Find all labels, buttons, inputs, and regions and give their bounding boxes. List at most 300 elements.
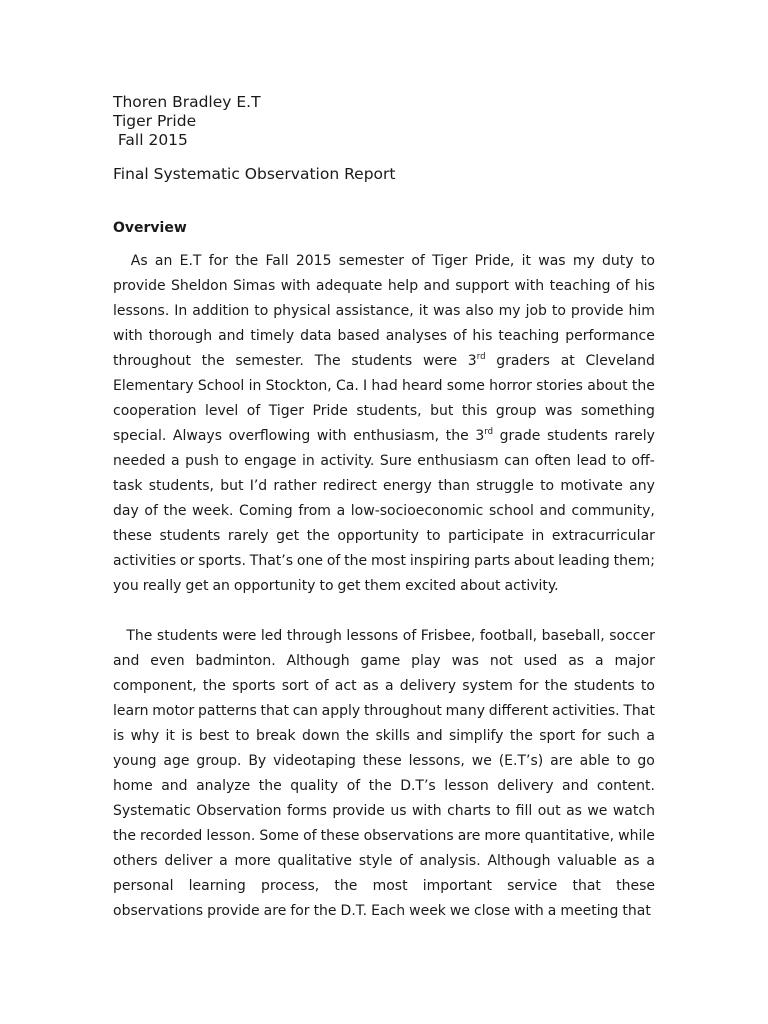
word: and	[423, 278, 450, 294]
term-label: Fall 2015	[113, 131, 188, 149]
word: get	[337, 578, 361, 594]
word: the	[235, 253, 259, 269]
word: also	[465, 303, 494, 319]
word: videotaping	[273, 753, 356, 769]
word: semester.	[235, 353, 304, 369]
word: meeting	[560, 903, 619, 919]
paragraph-line	[113, 624, 655, 649]
word: Systematic	[113, 803, 191, 819]
word: Observation	[196, 803, 282, 819]
word: to	[496, 803, 511, 819]
word: observations	[363, 828, 454, 844]
word: to	[254, 303, 269, 319]
word: Tiger	[268, 403, 305, 419]
word: excited	[405, 578, 457, 594]
word: By	[248, 753, 267, 769]
word: Frisbee,	[420, 628, 476, 644]
word: enthusiasm,	[353, 428, 440, 444]
word: to	[224, 453, 239, 469]
word: of	[144, 503, 158, 519]
word: week.	[192, 503, 234, 519]
word: provide	[332, 803, 385, 819]
word: lessons	[346, 628, 399, 644]
word: horror	[489, 378, 532, 394]
program-name: Tiger Pride	[113, 112, 197, 130]
word: Sure	[379, 453, 412, 469]
word: this	[461, 403, 488, 419]
word: service	[507, 878, 558, 894]
word: as	[623, 853, 640, 869]
paragraph-line	[113, 399, 655, 424]
word: a	[171, 453, 180, 469]
word: with	[113, 328, 143, 344]
word: lesson	[444, 778, 489, 794]
word: it	[418, 303, 429, 319]
paragraph-1	[113, 249, 655, 599]
word: in	[302, 453, 315, 469]
word: with	[514, 278, 545, 294]
paragraph-line	[113, 474, 655, 499]
word: them;	[613, 553, 655, 569]
word: The	[113, 628, 153, 644]
word: As	[113, 253, 148, 269]
word: thorough	[148, 328, 213, 344]
word: an	[154, 253, 173, 269]
word: of	[246, 403, 261, 419]
word: a	[646, 853, 655, 869]
word: learn	[113, 703, 149, 719]
word: 3rd	[475, 427, 493, 444]
word: Pride	[312, 403, 348, 419]
word: students	[546, 428, 608, 444]
word: the	[368, 778, 392, 794]
word: as	[566, 803, 582, 819]
paragraph-line	[113, 824, 655, 849]
word: often	[534, 453, 572, 469]
word: graders	[496, 353, 550, 369]
word: students	[351, 353, 413, 369]
paragraph-2	[113, 624, 655, 924]
word: and	[562, 778, 589, 794]
word: play	[411, 653, 441, 669]
word: Coming	[239, 503, 293, 519]
word: sports.	[198, 553, 246, 569]
word: of	[615, 278, 630, 294]
word: That	[623, 703, 655, 719]
paragraph-line	[113, 899, 655, 924]
word: quality	[290, 778, 339, 794]
word: a	[646, 728, 655, 744]
word: to	[551, 303, 566, 319]
paragraph-line	[113, 549, 655, 574]
word: for	[519, 678, 539, 694]
paragraph-line	[113, 349, 655, 374]
word: the	[258, 778, 282, 794]
word: for	[290, 903, 310, 919]
word: analyses	[385, 328, 448, 344]
word: process,	[260, 878, 320, 894]
paragraph-line	[113, 299, 655, 324]
word: break	[255, 728, 296, 744]
paragraph-line	[113, 674, 655, 699]
word: that	[622, 903, 651, 919]
word: but	[430, 403, 454, 419]
word: valuable	[557, 853, 617, 869]
paragraph-line	[113, 249, 655, 274]
paragraph-line	[113, 699, 655, 724]
word: cooperation	[113, 403, 197, 419]
word: something	[580, 403, 655, 419]
paragraph-line	[113, 499, 655, 524]
word: go	[637, 753, 655, 769]
word: quantitative,	[524, 828, 615, 844]
word: provide	[207, 903, 260, 919]
word: patterns	[198, 703, 257, 719]
word: based	[337, 328, 380, 344]
word: home	[113, 778, 153, 794]
word: others	[113, 853, 158, 869]
word: baseball,	[541, 628, 605, 644]
word: best	[198, 728, 230, 744]
word: participate	[448, 528, 524, 544]
word: delivery	[399, 678, 456, 694]
word: heard	[402, 378, 443, 394]
word: it	[521, 253, 532, 269]
word: some	[446, 378, 485, 394]
word: Pride,	[474, 253, 515, 269]
word: of	[399, 853, 413, 869]
word: Ca.	[335, 378, 359, 394]
word: simplify	[448, 728, 504, 744]
word: duty	[602, 253, 634, 269]
word: can	[292, 703, 318, 719]
word: that	[260, 703, 289, 719]
word: a	[219, 853, 228, 869]
word: students	[156, 628, 218, 644]
word: was	[433, 303, 461, 319]
word: and	[539, 503, 566, 519]
word: I’d	[249, 478, 268, 494]
word: to	[616, 753, 631, 769]
section-heading-overview: Overview	[113, 220, 187, 236]
word: these	[616, 878, 655, 894]
word: push	[185, 453, 220, 469]
paragraph-line	[113, 274, 655, 299]
word: lead	[576, 453, 607, 469]
word: delivery	[497, 778, 554, 794]
word: learning	[188, 878, 246, 894]
word: game	[360, 653, 401, 669]
word: inspiring	[409, 553, 471, 569]
word: Each	[371, 903, 406, 919]
word: us	[390, 803, 407, 819]
word: with	[316, 428, 347, 444]
word: the	[306, 528, 330, 544]
word: students,	[356, 403, 422, 419]
word: was	[538, 253, 566, 269]
word: to	[235, 728, 250, 744]
word: used	[523, 653, 558, 669]
word: get	[185, 578, 209, 594]
word: 3rd	[467, 352, 486, 369]
word: energy	[383, 478, 432, 494]
paragraph-line	[113, 324, 655, 349]
word: lesson.	[206, 828, 256, 844]
word: Sheldon	[171, 278, 228, 294]
word: to	[319, 578, 334, 594]
word: football,	[479, 628, 538, 644]
word: about	[513, 553, 555, 569]
paragraph-line	[113, 724, 655, 749]
word: really	[142, 578, 182, 594]
word: it	[165, 728, 175, 744]
word: The	[314, 353, 341, 369]
word: rarely	[614, 428, 655, 444]
word: throughout	[363, 703, 442, 719]
word: throughout	[113, 353, 191, 369]
word: timely	[250, 328, 295, 344]
word: not	[489, 653, 513, 669]
word: with	[411, 803, 442, 819]
word: watch	[612, 803, 655, 819]
word: of	[346, 778, 361, 794]
word: overflowing	[228, 428, 311, 444]
word: Cleveland	[585, 353, 655, 369]
word: a	[594, 653, 604, 669]
word: as	[568, 653, 585, 669]
word: these	[320, 828, 360, 844]
word: the	[509, 728, 533, 744]
word: assistance,	[335, 303, 414, 319]
paragraph-line	[113, 424, 655, 449]
word: them	[364, 578, 402, 594]
word: physical	[273, 303, 331, 319]
word: is	[181, 728, 193, 744]
word: him	[628, 303, 655, 319]
word: recorded	[140, 828, 203, 844]
word: community,	[571, 503, 655, 519]
word: to	[611, 453, 627, 469]
word: activity.	[320, 453, 375, 469]
word: at	[560, 353, 575, 369]
word: we	[471, 753, 492, 769]
word: badminton.	[195, 653, 276, 669]
word: opportunity	[233, 578, 316, 594]
word: Tiger	[432, 253, 468, 269]
report-title: Final Systematic Observation Report	[113, 165, 396, 183]
word: a	[336, 503, 346, 519]
word: grade	[499, 428, 541, 444]
word: with	[280, 278, 311, 294]
word: week	[409, 903, 446, 919]
word: in	[531, 528, 545, 544]
word: most	[372, 878, 408, 894]
word: sports	[232, 678, 276, 694]
word: semester	[338, 253, 405, 269]
word: special.	[113, 428, 167, 444]
word: are	[457, 828, 481, 844]
word: the	[544, 678, 568, 694]
word: age	[163, 753, 190, 769]
word: these	[362, 753, 402, 769]
word: of	[411, 253, 425, 269]
word: deliver	[164, 853, 213, 869]
word: led	[260, 628, 283, 644]
word: system	[462, 678, 513, 694]
word: D.T.	[340, 903, 368, 919]
word: the	[346, 728, 370, 744]
word: E.T	[179, 253, 202, 269]
word: opportunity	[337, 528, 419, 544]
word: School	[197, 378, 245, 394]
paragraph-line	[113, 774, 655, 799]
word: I	[363, 378, 368, 394]
word: Fall	[265, 253, 289, 269]
word: adequate	[315, 278, 383, 294]
word: more	[484, 828, 521, 844]
word: style	[358, 853, 393, 869]
word: important	[422, 878, 492, 894]
word: the	[313, 903, 337, 919]
word: activity.	[504, 578, 559, 594]
word: different	[488, 703, 549, 719]
paragraph-line	[113, 449, 655, 474]
word: data	[300, 328, 332, 344]
word: off-	[631, 453, 655, 469]
word: motor	[152, 703, 195, 719]
word: most	[371, 553, 407, 569]
word: of	[315, 678, 329, 694]
paragraph-line	[113, 524, 655, 549]
word: Although	[487, 853, 551, 869]
word: students	[573, 678, 635, 694]
word: my	[498, 303, 521, 319]
word: and	[161, 778, 188, 794]
word: extracurricular	[551, 528, 655, 544]
word: leading	[558, 553, 610, 569]
word: lessons.	[113, 303, 170, 319]
word: is	[113, 728, 125, 744]
word: enthusiasm	[417, 453, 499, 469]
word: any	[629, 478, 655, 494]
word: his	[634, 278, 655, 294]
word: teaching	[549, 278, 611, 294]
word: young	[113, 753, 157, 769]
word: 2015	[295, 253, 332, 269]
word: rather	[273, 478, 317, 494]
word: and	[416, 728, 443, 744]
word: analysis.	[419, 853, 481, 869]
word: why	[130, 728, 160, 744]
word: can	[504, 453, 530, 469]
word: help	[387, 278, 419, 294]
word: redirect	[322, 478, 377, 494]
word: provide	[113, 278, 166, 294]
word: while	[618, 828, 655, 844]
word: one	[296, 553, 323, 569]
word: lessons,	[408, 753, 465, 769]
paragraph-line	[113, 799, 655, 824]
word: major	[614, 653, 655, 669]
word: fill	[515, 803, 533, 819]
word: through	[286, 628, 342, 644]
word: needed	[113, 453, 166, 469]
word: about	[460, 578, 501, 594]
word: the	[445, 428, 469, 444]
word: but	[220, 478, 244, 494]
word: to	[540, 478, 555, 494]
word: as	[362, 678, 379, 694]
word: activities	[113, 553, 177, 569]
word: the	[201, 353, 225, 369]
word: or	[179, 553, 195, 569]
word: close	[474, 903, 511, 919]
word: task	[113, 478, 143, 494]
word: about	[587, 378, 628, 394]
word: with	[514, 903, 544, 919]
word: a	[547, 903, 557, 919]
word: Some	[259, 828, 300, 844]
word: Always	[172, 428, 222, 444]
word: to	[426, 528, 441, 544]
word: act	[334, 678, 357, 694]
word: even	[150, 653, 185, 669]
word: Simas	[233, 278, 276, 294]
word: struggle	[476, 478, 534, 494]
word: engage	[244, 453, 297, 469]
word: we	[587, 803, 608, 819]
paragraph-line	[113, 574, 655, 599]
word: group.	[196, 753, 242, 769]
word: you	[113, 578, 139, 594]
word: performance	[565, 328, 655, 344]
word: (E.T’s)	[498, 753, 544, 769]
word: to	[640, 253, 655, 269]
word: sport	[539, 728, 576, 744]
word: of	[402, 628, 417, 644]
word: addition	[192, 303, 250, 319]
word: was	[451, 653, 479, 669]
word: forms	[286, 803, 327, 819]
word: day	[113, 503, 139, 519]
word: activities.	[552, 703, 620, 719]
word: soccer	[609, 628, 655, 644]
word: a	[384, 678, 394, 694]
word: to	[640, 678, 655, 694]
word: the	[163, 503, 187, 519]
paragraph-line	[113, 874, 655, 899]
word: the	[113, 828, 136, 844]
word: personal	[113, 878, 174, 894]
word: many	[445, 703, 486, 719]
word: teaching	[498, 328, 560, 344]
word: were	[222, 628, 257, 644]
word: job	[525, 303, 547, 319]
word: Stockton,	[265, 378, 332, 394]
word: charts	[447, 803, 491, 819]
word: out	[537, 803, 561, 819]
word: sort	[281, 678, 309, 694]
paragraph-line	[113, 849, 655, 874]
word: for	[581, 728, 601, 744]
word: level	[204, 403, 239, 419]
word: the	[344, 553, 368, 569]
word: my	[572, 253, 595, 269]
word: That’s	[249, 553, 294, 569]
document-header	[113, 93, 261, 150]
word: D.T’s	[400, 778, 436, 794]
word: rarely	[227, 528, 269, 544]
